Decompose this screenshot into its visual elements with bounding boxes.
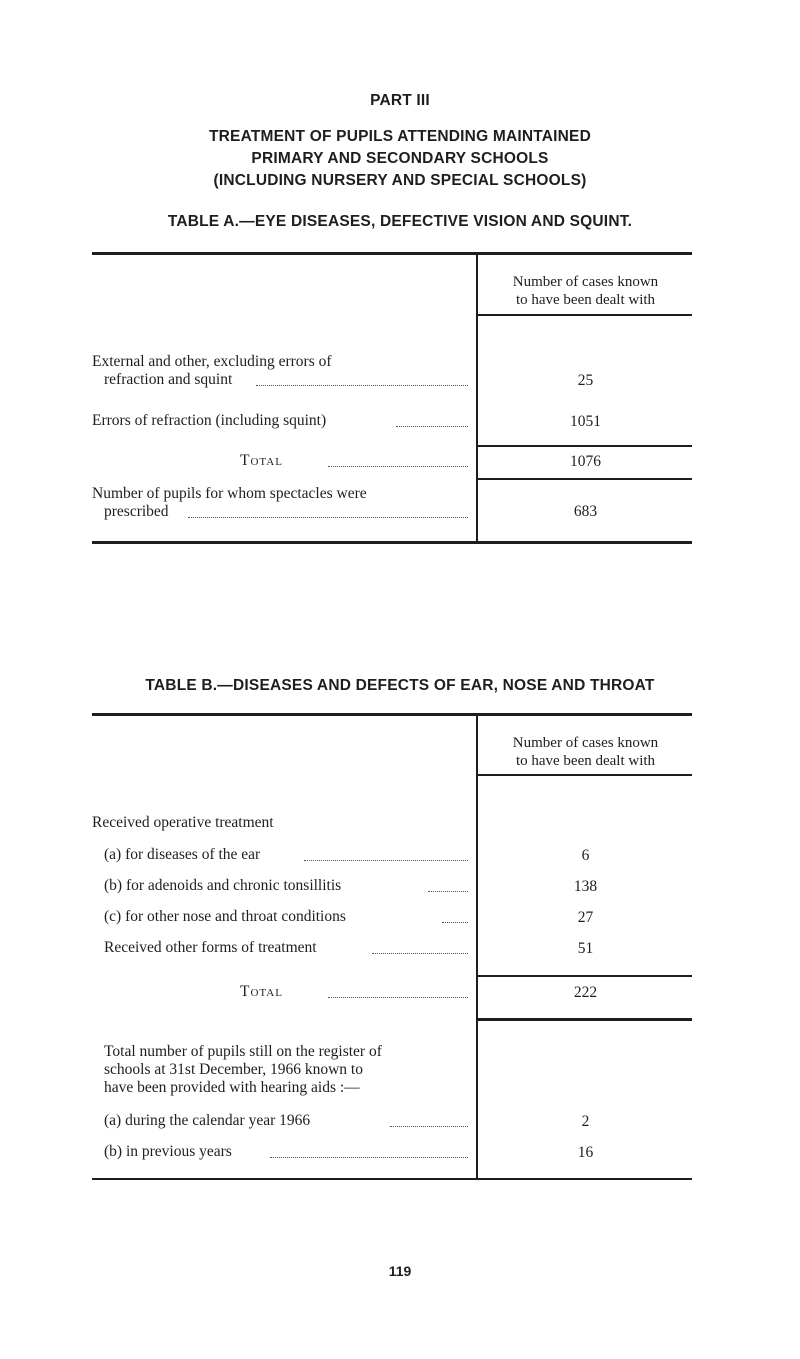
table-b-top-rule	[92, 713, 692, 716]
leader-dots	[304, 860, 468, 861]
leader-dots	[328, 466, 468, 467]
table-b-row-value: 2	[581, 1113, 590, 1130]
leader-dots	[372, 953, 468, 954]
table-a-column-header-line1: Number of cases known	[512, 274, 659, 290]
table-a-row-label: refraction and squint	[104, 371, 233, 388]
table-a-title: TABLE A.—EYE DISEASES, DEFECTIVE VISION AND SQUINT.	[167, 213, 633, 230]
table-a-total-rule	[478, 478, 692, 480]
table-b-row-value: 51	[577, 940, 594, 957]
leader-dots	[328, 997, 468, 998]
table-b-subtotal-rule	[478, 975, 692, 977]
table-b-row-value: 6	[581, 847, 590, 864]
table-a-header-rule	[478, 314, 692, 316]
table-b-row-label: (b) for adenoids and chronic tonsillitis	[104, 877, 342, 894]
leader-dots	[390, 1126, 468, 1127]
table-a-row-value: 683	[573, 503, 598, 520]
table-a-row-label: prescribed	[104, 503, 169, 520]
page-title-line1: TREATMENT OF PUPILS ATTENDING MAINTAINED	[209, 128, 591, 145]
leader-dots	[442, 922, 468, 923]
page-title-line2: PRIMARY AND SECONDARY SCHOOLS	[251, 150, 549, 167]
table-b-row-label: (a) during the calendar year 1966	[104, 1112, 311, 1129]
table-a-total-label: Total	[240, 452, 283, 469]
table-b-row-label: Total number of pupils still on the register of	[104, 1043, 382, 1060]
table-a-column-header	[478, 273, 693, 309]
table-a-row-label: Number of pupils for whom spectacles were	[92, 485, 367, 502]
part-heading: PART III	[370, 92, 430, 109]
table-a-bottom-rule	[92, 541, 692, 544]
table-a-subtotal-rule	[478, 445, 692, 447]
table-a-top-rule	[92, 252, 692, 255]
table-b-row-label: Received operative treatment	[92, 814, 274, 831]
table-b-total-label: Total	[240, 983, 283, 1000]
table-a-row-label: Errors of refraction (including squint)	[92, 412, 327, 429]
table-b-column-header-line2: to have been dealt with	[515, 753, 656, 769]
page-title-line3: (INCLUDING NURSERY AND SPECIAL SCHOOLS)	[213, 172, 587, 189]
table-b-row-label: have been provided with hearing aids :—	[104, 1079, 360, 1096]
table-b-row-label: Received other forms of treatment	[104, 939, 317, 956]
table-b-row-label: schools at 31st December, 1966 known to	[104, 1061, 363, 1078]
table-b-column-header-line1: Number of cases known	[512, 735, 659, 751]
table-a-total-value: 1076	[570, 453, 601, 470]
table-b-row-label: (b) in previous years	[104, 1143, 232, 1160]
leader-dots	[270, 1157, 468, 1158]
table-b-bottom-rule	[92, 1178, 692, 1180]
leader-dots	[188, 517, 468, 518]
table-a-row-value: 25	[577, 372, 594, 389]
table-b-title: TABLE B.—DISEASES AND DEFECTS OF EAR, NOSE AND THROAT	[145, 677, 655, 694]
page-number: 119	[388, 1263, 412, 1279]
table-b-column-header	[478, 734, 693, 770]
table-b-total-value: 222	[573, 984, 598, 1001]
leader-dots	[256, 385, 468, 386]
table-b-row-value: 16	[577, 1144, 594, 1161]
leader-dots	[396, 426, 468, 427]
leader-dots	[428, 891, 468, 892]
table-a-row-label: External and other, excluding errors of	[92, 353, 332, 370]
table-a-row-value: 1051	[570, 413, 601, 430]
table-b-header-rule	[478, 774, 692, 776]
table-b-row-value: 138	[573, 878, 598, 895]
table-a-column-header-line2: to have been dealt with	[515, 292, 656, 308]
table-b-row-value: 27	[577, 909, 594, 926]
table-b-total-rule	[478, 1018, 692, 1021]
table-b-row-label: (a) for diseases of the ear	[104, 846, 261, 863]
table-b-row-label: (c) for other nose and throat conditions	[104, 908, 346, 925]
